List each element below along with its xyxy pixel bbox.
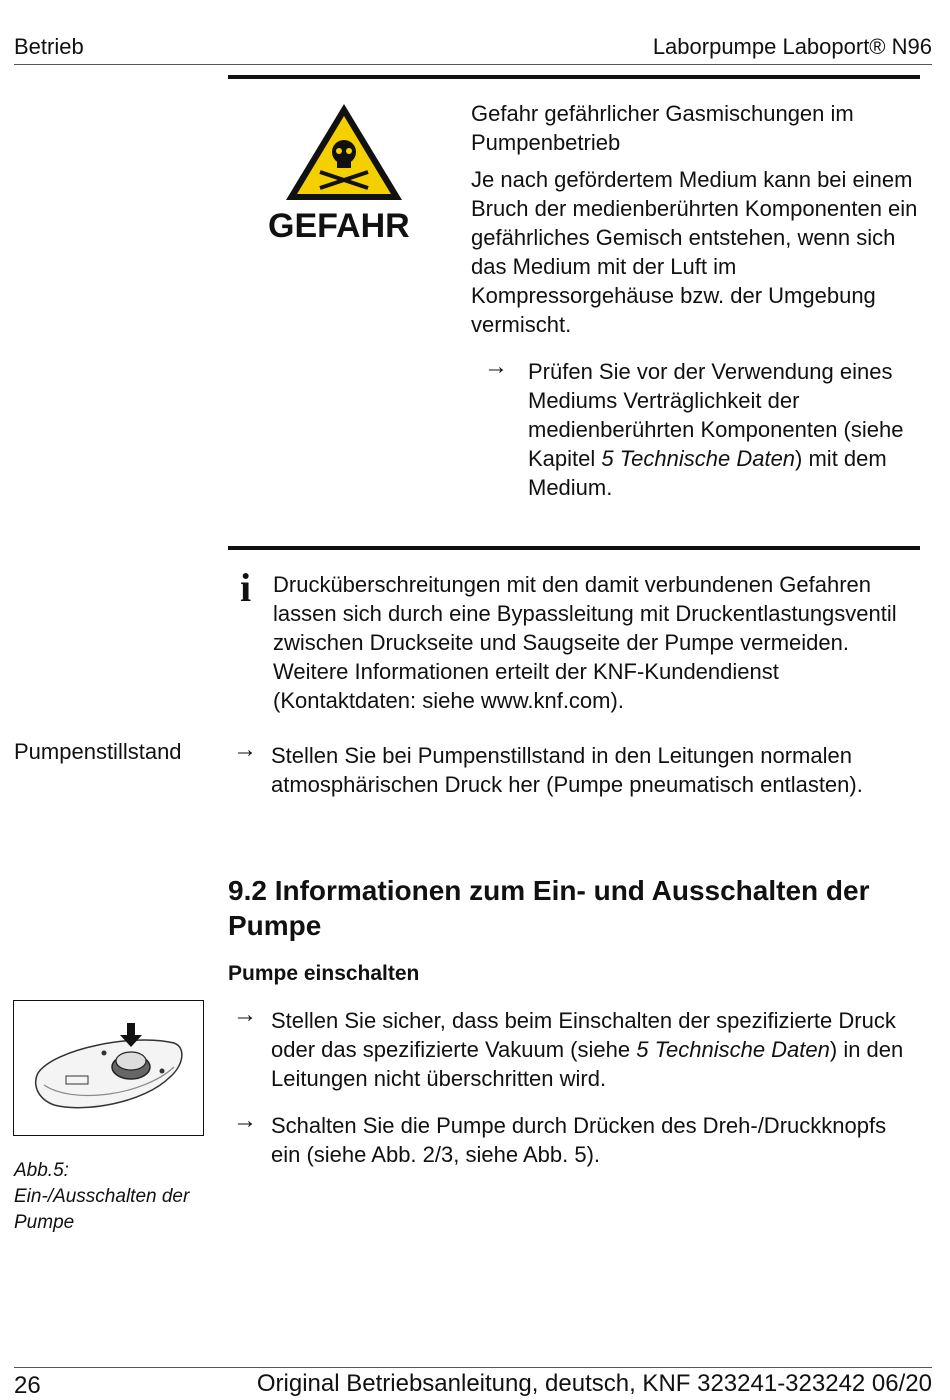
pump-knob-illustration xyxy=(14,1001,202,1134)
info-icon: i xyxy=(240,565,252,610)
side-label-pumpenstillstand: Pumpenstillstand xyxy=(14,739,182,764)
danger-bottom-rule xyxy=(228,546,920,550)
instruction-text: Prüfen Sie vor der Verwendung eines Mediums Verträglichkeit der medienberührten Komponenten (siehe Kapitel xyxy=(528,359,904,471)
arrow-icon: → xyxy=(233,1001,257,1028)
step-check-pressure xyxy=(271,1006,919,1093)
danger-content xyxy=(471,99,921,347)
header-product-title: Laborpumpe Laboport® N96 xyxy=(652,34,932,59)
arrow-icon: → xyxy=(233,1107,257,1134)
arrow-icon: → xyxy=(233,736,257,763)
step-switch-on: Schalten Sie die Pumpe durch Drücken des Dreh-/Druckknopfs ein (siehe Abb. 2/3, siehe Abb. 5). xyxy=(271,1113,887,1167)
step-text-end: ) in den Leitungen nicht überschritten wird. xyxy=(271,1037,904,1091)
footer-document-info: Original Betriebsanleitung, deutsch, KNF 323241-323242 06/20 xyxy=(256,1370,932,1397)
arrow-icon: → xyxy=(484,353,508,380)
danger-top-rule xyxy=(228,75,920,79)
info-note-text: Drucküberschreitungen mit den damit verbundenen Gefahren lassen sich durch eine Bypassleitung mit Druckentlastungsventil zwischen Druckseite und Saugseite der Pumpe vermeiden. Weitere Informationen erteilt der KNF-Kundendienst (Kontaktdaten: siehe www.knf.com). xyxy=(273,572,897,713)
toxic-warning-icon xyxy=(282,100,406,204)
chapter-reference: 5 Technische Daten xyxy=(636,1037,830,1062)
figure-caption: Abb.5: Ein-/Ausschalten der Pumpe xyxy=(14,1160,190,1233)
figure-pump-switch xyxy=(13,1000,204,1136)
section-subheading: Pumpe einschalten xyxy=(228,962,420,985)
step-text: Stellen Sie sicher, dass beim Einschalten der spezifizierte Druck oder das spezifizierte Vakuum (siehe xyxy=(271,1008,896,1062)
section-heading: 9.2 Informationen zum Ein- und Ausschalten der Pumpe xyxy=(228,875,870,941)
page-number: 26 xyxy=(14,1372,41,1399)
danger-instruction xyxy=(528,357,918,502)
header-section-title: Betrieb xyxy=(14,34,84,59)
danger-title: Gefahr gefährlicher Gasmischungen im Pumpenbetrieb xyxy=(471,101,854,155)
danger-label: GEFAHR xyxy=(268,207,410,245)
danger-text: Je nach gefördertem Medium kann bei einem Bruch der medienberührten Komponenten ein gefährliches Gemisch entstehen, wenn sich das Medium mit der Luft im Kompressorgehäuse bzw. der Umgebung vermischt. xyxy=(471,167,918,337)
instruction-text-end: ) mit dem Medium. xyxy=(528,446,887,500)
footer-rule xyxy=(14,1367,932,1368)
header-rule xyxy=(14,64,932,65)
chapter-reference: 5 Technische Daten xyxy=(601,446,796,471)
pumpenstillstand-text: Stellen Sie bei Pumpenstillstand in den Leitungen normalen atmosphärischen Druck her (Pumpe pneumatisch entlasten). xyxy=(271,743,863,797)
